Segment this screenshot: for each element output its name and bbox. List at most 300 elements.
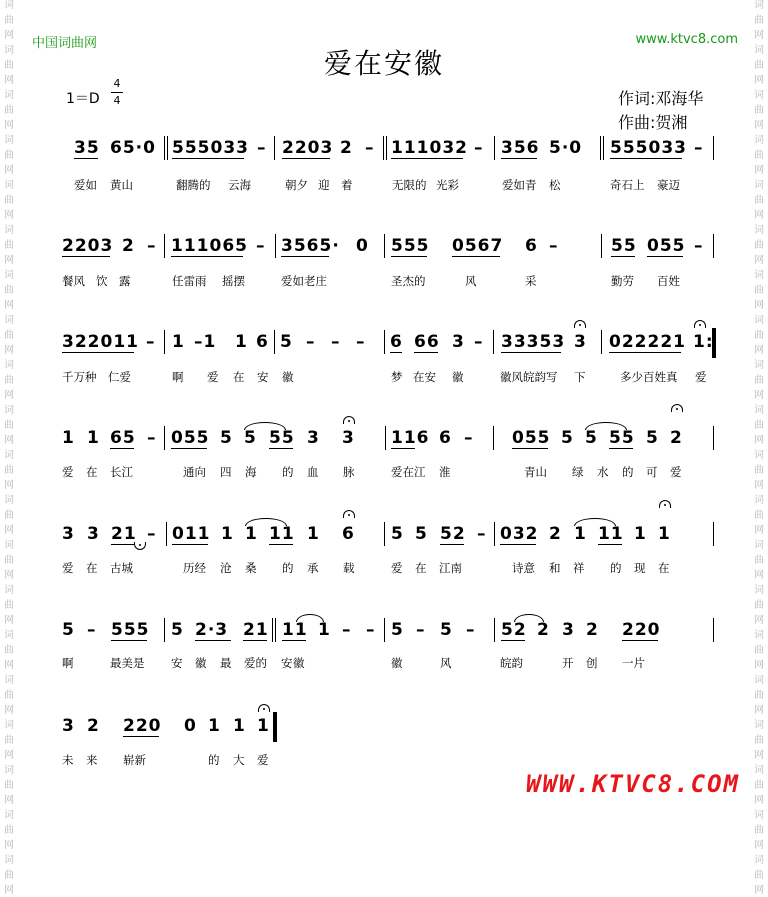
edge-watermark-char: 词: [4, 720, 14, 731]
edge-watermark-char: 曲: [754, 15, 764, 26]
lyric: 风: [440, 656, 452, 670]
note-underline: [501, 158, 537, 159]
lyric: 沧: [220, 561, 232, 575]
note-group: 52: [440, 524, 466, 544]
site-url[interactable]: www.ktvc8.com: [635, 32, 738, 47]
note-group: 1: [87, 428, 100, 448]
barline: [713, 426, 714, 450]
barline: [167, 136, 168, 160]
barline: [713, 618, 714, 642]
score-line-3-lyrics: [0, 370, 768, 388]
barline: [275, 234, 276, 258]
score-line-5-lyrics: [0, 561, 768, 579]
note-underline: [269, 544, 293, 545]
note-group: 0: [356, 236, 369, 256]
note-group: 055: [647, 236, 686, 256]
note-group: 11: [282, 620, 308, 640]
note-group: –: [306, 332, 316, 352]
note-group: –1: [194, 332, 217, 352]
note-underline: [281, 256, 329, 257]
note-group: 220: [123, 716, 162, 736]
edge-watermark-char: 曲: [4, 870, 14, 881]
edge-watermark-char: 词: [4, 315, 14, 326]
fermata-icon: [343, 416, 355, 424]
lyric: 朝夕: [285, 178, 308, 192]
site-watermark: WWW.KTVC8.COM: [526, 770, 740, 798]
lyric: 啊: [62, 656, 74, 670]
edge-watermark-char: 词: [754, 810, 764, 821]
lyric: 爱: [670, 465, 682, 479]
edge-watermark-char: 网: [754, 750, 764, 761]
lyric: 爱如老庄: [281, 274, 327, 288]
lyric: 仁爱: [108, 370, 131, 384]
barline: [164, 426, 165, 450]
lyric: 血: [307, 465, 319, 479]
fermata-icon: [258, 704, 270, 712]
edge-watermark-char: 曲: [4, 510, 14, 521]
edge-watermark-char: 曲: [4, 600, 14, 611]
lyric: 徽: [293, 656, 305, 670]
lyric: 诗意: [512, 561, 535, 575]
barline: [272, 618, 273, 642]
lyric: 可: [646, 465, 658, 479]
barline: [601, 234, 602, 258]
barline: [493, 330, 494, 354]
note-group: 1: [245, 524, 258, 544]
edge-watermark-char: 词: [4, 90, 14, 101]
time-signature-divider: [111, 92, 123, 93]
edge-watermark-char: 网: [4, 660, 14, 671]
edge-watermark-char: 网: [4, 750, 14, 761]
edge-watermark-char: 曲: [4, 735, 14, 746]
edge-watermark-char: 词: [4, 45, 14, 56]
edge-watermark-char: 网: [754, 525, 764, 536]
edge-watermark-char: 词: [754, 90, 764, 101]
note-group: 220: [622, 620, 661, 640]
lyric: 徽: [452, 370, 464, 384]
note-group: 011: [172, 524, 211, 544]
note-underline: [452, 256, 500, 257]
note-group: 5: [391, 620, 404, 640]
note-underline: [647, 256, 683, 257]
lyricist: 作词:邓海华: [618, 89, 704, 108]
fermata-icon: [671, 404, 683, 412]
score-line-5-notes: [0, 524, 768, 558]
edge-watermark-char: 词: [4, 540, 14, 551]
score-line-3-notes: [0, 332, 768, 366]
edge-watermark-char: 网: [754, 165, 764, 176]
note-group: 52: [501, 620, 527, 640]
lyric: 来: [86, 753, 98, 767]
lyric: 现: [634, 561, 646, 575]
edge-watermark-char: 曲: [4, 15, 14, 26]
note-underline: [622, 640, 658, 641]
lyric: 在安: [413, 370, 436, 384]
note-group: 5: [561, 428, 574, 448]
edge-watermark-char: 词: [4, 855, 14, 866]
edge-watermark-char: 曲: [754, 285, 764, 296]
fermata-icon: [134, 542, 146, 550]
lyric: 载: [343, 561, 355, 575]
note-underline: [111, 640, 147, 641]
slur: [585, 422, 627, 430]
note-group: 55: [609, 428, 635, 448]
edge-watermark-char: 曲: [754, 420, 764, 431]
edge-watermark-char: 曲: [754, 825, 764, 836]
note-group: 2: [670, 428, 683, 448]
edge-watermark-char: 曲: [4, 240, 14, 251]
edge-watermark-char: 网: [754, 300, 764, 311]
edge-watermark-char: 曲: [754, 375, 764, 386]
final-barline: [273, 712, 277, 742]
lyric: 徽风皖韵写: [500, 370, 558, 384]
lyric: 百姓: [657, 274, 680, 288]
note-group: 116: [391, 428, 430, 448]
edge-watermark-char: 曲: [754, 645, 764, 656]
slur: [244, 422, 286, 430]
composer: 作曲:贺湘: [618, 113, 688, 132]
note-group: 0: [184, 716, 197, 736]
lyric: 着: [341, 178, 353, 192]
fermata-icon: [343, 510, 355, 518]
note-group: 2: [122, 236, 135, 256]
edge-watermark-char: 网: [4, 165, 14, 176]
edge-watermark-char: 曲: [754, 555, 764, 566]
lyric: 在: [233, 370, 245, 384]
barline: [384, 234, 385, 258]
note-group: 3: [307, 428, 320, 448]
song-title: 爱在安徽: [323, 47, 444, 80]
note-underline: [110, 448, 134, 449]
barline: [713, 522, 714, 546]
edge-watermark-char: 词: [4, 180, 14, 191]
note-underline: [390, 352, 402, 353]
edge-watermark-char: 网: [4, 615, 14, 626]
note-underline: [282, 640, 306, 641]
note-underline: [440, 544, 464, 545]
note-group: –: [474, 332, 484, 352]
note-underline: [172, 544, 208, 545]
edge-watermark-char: 曲: [754, 330, 764, 341]
edge-watermark-char: 网: [4, 30, 14, 41]
note-group: 2: [87, 716, 100, 736]
edge-watermark-char: 词: [754, 270, 764, 281]
note-group: –: [466, 620, 476, 640]
barline: [600, 136, 601, 160]
edge-watermark-char: 网: [754, 840, 764, 851]
note-underline: [609, 352, 681, 353]
edge-watermark-char: 曲: [4, 690, 14, 701]
barline: [494, 136, 495, 160]
edge-watermark-char: 曲: [4, 780, 14, 791]
edge-watermark-char: 曲: [754, 105, 764, 116]
note-group: –: [694, 138, 704, 158]
edge-watermark-char: 曲: [754, 735, 764, 746]
note-group: –: [474, 138, 484, 158]
edge-watermark-char: 词: [754, 135, 764, 146]
note-group: 1: [208, 716, 221, 736]
edge-watermark-char: 词: [754, 450, 764, 461]
lyric: 豪迈: [657, 178, 680, 192]
score-line-1-notes: [0, 138, 768, 172]
lyric: 迎: [318, 178, 330, 192]
edge-watermark-char: 网: [4, 795, 14, 806]
note-underline: [171, 256, 243, 257]
note-group: 3: [342, 428, 355, 448]
lyric: 黄山: [110, 178, 133, 192]
note-group: 111032: [391, 138, 468, 158]
note-underline: [501, 640, 525, 641]
note-group: 2: [549, 524, 562, 544]
edge-watermark-char: 网: [754, 705, 764, 716]
note-group: 3: [62, 524, 75, 544]
edge-watermark-char: 网: [754, 615, 764, 626]
note-group: 1: [235, 332, 248, 352]
note-group: 11: [269, 524, 295, 544]
edge-watermark-char: 曲: [4, 195, 14, 206]
lyric: 长江: [110, 465, 133, 479]
edge-watermark-char: 曲: [754, 690, 764, 701]
edge-watermark-char: 词: [4, 225, 14, 236]
edge-watermark-char: 网: [4, 255, 14, 266]
barline: [385, 426, 386, 450]
edge-watermark-char: 网: [754, 75, 764, 86]
lyric: 多少百姓真: [620, 370, 678, 384]
lyric: 摇摆: [222, 274, 245, 288]
note-underline: [172, 158, 244, 159]
score-line-6-notes: [0, 620, 768, 654]
edge-watermark-char: 曲: [754, 870, 764, 881]
lyric: 祥: [573, 561, 585, 575]
lyric: 一片: [622, 656, 645, 670]
lyric: 下: [574, 370, 586, 384]
edge-watermark-char: 曲: [4, 555, 14, 566]
lyric: 无限的: [392, 178, 427, 192]
edge-watermark-char: 词: [4, 135, 14, 146]
site-name[interactable]: 中国词曲网: [32, 36, 98, 51]
barline: [494, 522, 495, 546]
edge-watermark-char: 网: [754, 480, 764, 491]
note-group: 65: [110, 428, 136, 448]
note-group: 5: [391, 524, 404, 544]
edge-watermark-char: 网: [4, 525, 14, 536]
note-underline: [611, 256, 635, 257]
note-group: 2·3: [195, 620, 229, 640]
edge-watermark-char: 词: [4, 360, 14, 371]
edge-watermark-char: 网: [4, 210, 14, 221]
edge-watermark-char: 网: [754, 435, 764, 446]
note-group: 1: [233, 716, 246, 736]
note-group: 5·0: [549, 138, 583, 158]
note-group: –: [356, 332, 366, 352]
lyric: 奇石上: [610, 178, 645, 192]
edge-watermark-char: 网: [754, 660, 764, 671]
edge-watermark-char: 词: [4, 405, 14, 416]
note-group: –: [147, 524, 157, 544]
barline: [164, 330, 165, 354]
lyric: 爱如青: [502, 178, 537, 192]
edge-watermark-char: 曲: [4, 375, 14, 386]
edge-watermark-char: 词: [4, 450, 14, 461]
edge-watermark-char: 词: [754, 495, 764, 506]
note-group: 33353: [501, 332, 566, 352]
barline: [164, 136, 165, 160]
note-underline: [111, 544, 135, 545]
note-underline: [610, 158, 682, 159]
slur: [514, 614, 544, 622]
lyric: 梦: [391, 370, 403, 384]
edge-watermark-char: 词: [754, 405, 764, 416]
note-group: 1: [658, 524, 671, 544]
note-underline: [391, 448, 415, 449]
note-group: –: [147, 428, 157, 448]
note-underline: [74, 158, 98, 159]
note-underline: [195, 640, 231, 641]
lyric: 松: [549, 178, 561, 192]
note-group: 032: [500, 524, 539, 544]
edge-watermark-char: 网: [754, 210, 764, 221]
edge-watermark-char: 网: [4, 435, 14, 446]
lyric: 的: [622, 465, 634, 479]
barline: [164, 618, 165, 642]
barline: [166, 522, 167, 546]
note-group: 66: [414, 332, 440, 352]
note-group: –: [549, 236, 559, 256]
note-underline: [598, 544, 622, 545]
note-group: 055: [512, 428, 551, 448]
edge-watermark-char: 网: [4, 390, 14, 401]
edge-watermark-char: 曲: [4, 465, 14, 476]
score-line-7-notes: [0, 716, 768, 750]
note-group: 5: [220, 428, 233, 448]
barline: [384, 522, 385, 546]
note-group: 1: [62, 428, 75, 448]
note-group: 2203: [62, 236, 114, 256]
edge-watermark-char: 词: [4, 585, 14, 596]
edge-watermark-char: 词: [754, 675, 764, 686]
lyric: 的: [282, 561, 294, 575]
edge-watermark-char: 词: [4, 0, 14, 11]
note-group: 21: [111, 524, 137, 544]
lyric: 通向: [183, 465, 206, 479]
lyric: 未: [62, 753, 74, 767]
lyric: 徽: [391, 656, 403, 670]
edge-watermark-char: 网: [4, 885, 14, 896]
edge-watermark-char: 网: [754, 885, 764, 896]
barline: [601, 330, 602, 354]
lyric: 和: [549, 561, 561, 575]
lyric: 的: [610, 561, 622, 575]
lyric: 崭新: [123, 753, 146, 767]
slur: [245, 518, 287, 526]
barline: [383, 136, 384, 160]
note-underline: [500, 544, 536, 545]
edge-watermark-char: 词: [754, 720, 764, 731]
edge-watermark-char: 网: [4, 840, 14, 851]
barline: [386, 136, 387, 160]
edge-watermark-char: 曲: [754, 240, 764, 251]
lyric: 徽: [282, 370, 294, 384]
note-group: 5: [62, 620, 75, 640]
note-group: 6: [256, 332, 269, 352]
lyric: 饮: [96, 274, 108, 288]
note-group: –: [146, 332, 156, 352]
note-group: –: [256, 236, 266, 256]
note-underline: [269, 448, 293, 449]
barline: [164, 234, 165, 258]
slur: [574, 518, 616, 526]
score-line-2-notes: [0, 236, 768, 270]
note-group: –: [694, 236, 704, 256]
edge-watermark-char: 曲: [4, 645, 14, 656]
note-group: –: [342, 620, 352, 640]
note-group: 6: [525, 236, 538, 256]
note-group: 2: [586, 620, 599, 640]
note-underline: [609, 448, 633, 449]
lyric: 爱: [62, 561, 74, 575]
note-underline: [414, 352, 438, 353]
note-group: 55: [269, 428, 295, 448]
note-group: 2203: [282, 138, 334, 158]
note-group: –: [365, 138, 375, 158]
lyric: 徽: [195, 656, 207, 670]
lyric: 在: [415, 561, 427, 575]
edge-watermark-char: 网: [4, 120, 14, 131]
note-group: 1: [221, 524, 234, 544]
note-group: 356: [501, 138, 540, 158]
note-group: 5: [415, 524, 428, 544]
note-group: 022221: [609, 332, 686, 352]
lyric: 餐风: [62, 274, 85, 288]
note-underline: [282, 158, 330, 159]
note-group: 2: [340, 138, 353, 158]
note-group: –: [464, 428, 474, 448]
lyric: 开: [562, 656, 574, 670]
note-group: –: [257, 138, 267, 158]
time-signature-beats: 4: [113, 77, 121, 90]
note-group: 3: [562, 620, 575, 640]
left-edge-watermark: [2, 0, 16, 896]
time-signature-unit: 4: [113, 94, 121, 107]
note-group: 3: [87, 524, 100, 544]
note-group: 1: [257, 716, 270, 736]
lyric: 历经: [183, 561, 206, 575]
fermata-icon: [574, 320, 586, 328]
note-group: 1:: [693, 332, 714, 352]
edge-watermark-char: 词: [754, 0, 764, 11]
note-group: 21: [243, 620, 269, 640]
barline: [384, 618, 385, 642]
lyric: 水: [597, 465, 609, 479]
note-group: 0567: [452, 236, 504, 256]
lyric: 桑: [245, 561, 257, 575]
note-group: 6: [390, 332, 403, 352]
edge-watermark-char: 曲: [754, 780, 764, 791]
key-signature: 1＝D: [66, 91, 100, 107]
edge-watermark-char: 曲: [4, 825, 14, 836]
lyric: 露: [119, 274, 131, 288]
note-group: 5: [171, 620, 184, 640]
lyric: 江南: [439, 561, 462, 575]
edge-watermark-char: 网: [4, 480, 14, 491]
score-line-4-notes: [0, 428, 768, 462]
lyric: 创: [586, 656, 598, 670]
note-underline: [512, 448, 548, 449]
note-underline: [391, 256, 427, 257]
lyric: 最: [220, 656, 232, 670]
edge-watermark-char: 曲: [4, 150, 14, 161]
edge-watermark-char: 曲: [754, 600, 764, 611]
